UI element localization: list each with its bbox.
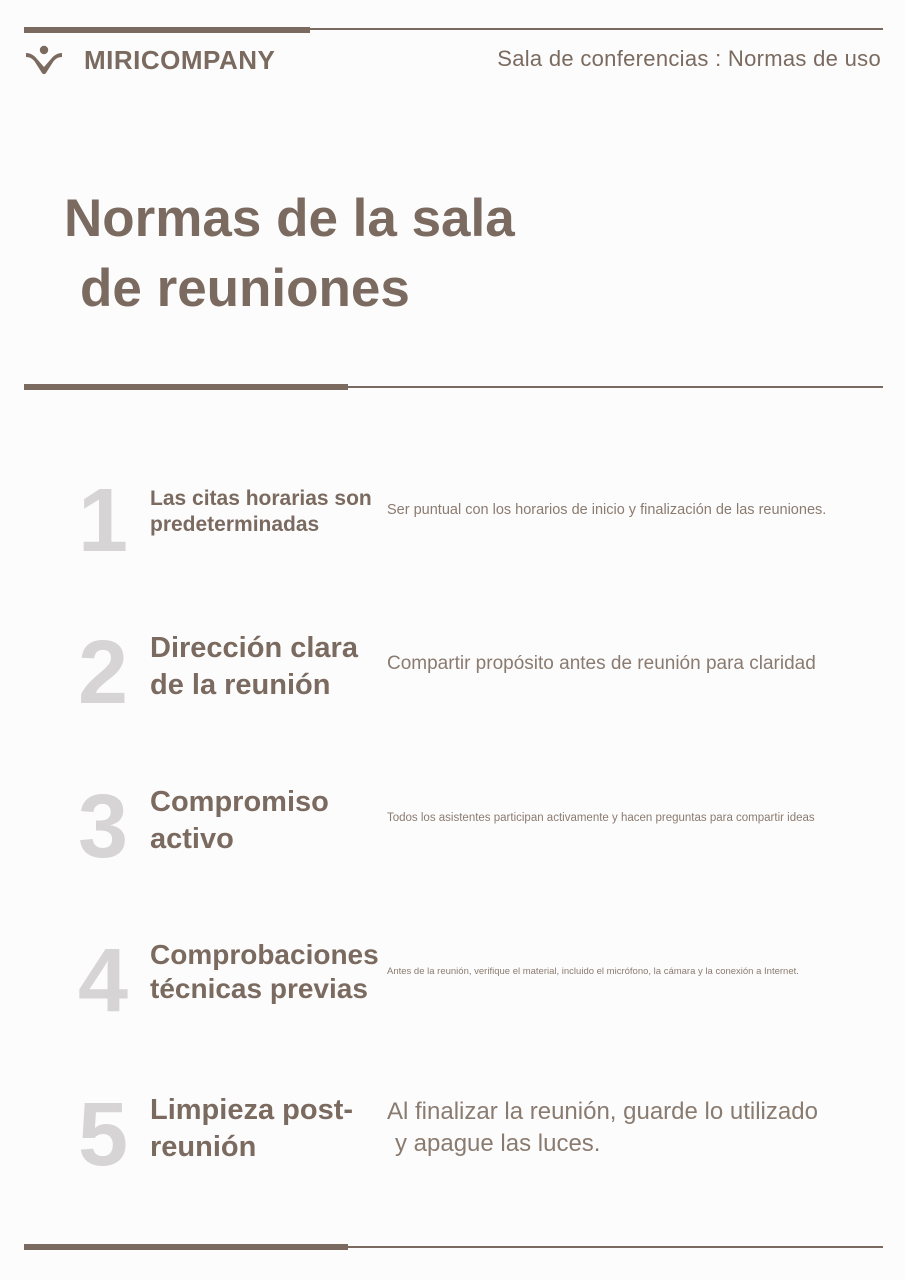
rule-number: 5 <box>77 1085 129 1185</box>
rule-description: Todos los asistentes participan activamente y hacen preguntas para compartir ideas <box>387 812 815 824</box>
rule-number: 1 <box>77 471 129 571</box>
rule-heading: Comprobaciones técnicas previas <box>150 939 379 1004</box>
rule-description-line-1: Al finalizar la reunión, guarde lo utilizado <box>387 1098 818 1125</box>
rule-description: Compartir propósito antes de reunión para claridad <box>387 653 816 674</box>
rule-description: Antes de la reunión, verifique el material, incluido el micrófono, la cámara y la conexión a Internet. <box>387 966 799 977</box>
rule-number: 2 <box>77 623 129 723</box>
brand-name: MIRICOMPANY <box>84 44 276 75</box>
page-title <box>64 184 515 324</box>
page-title-line-1: Normas de la sala <box>64 189 515 248</box>
rule-description <box>387 1096 877 1160</box>
document-header-title: Sala de conferencias : Normas de uso <box>497 46 881 71</box>
rule-number: 4 <box>77 931 129 1031</box>
rule-description-line-2: y apague las luces. <box>395 1130 601 1157</box>
rule-heading: Dirección clara de la reunión <box>150 632 358 701</box>
bottom-divider <box>24 1244 883 1250</box>
rule-description: Ser puntual con los horarios de inicio y finalización de las reuniones. <box>387 502 827 518</box>
rule-heading: Las citas horarias son predeterminadas <box>150 487 372 536</box>
rule-number: 3 <box>77 777 129 877</box>
page-title-line-2: de reuniones <box>80 259 410 318</box>
person-heart-icon <box>24 44 64 76</box>
brand-logo <box>24 44 275 76</box>
top-divider <box>24 27 883 33</box>
rule-heading: Limpieza post-reunión <box>150 1094 354 1163</box>
rule-heading: Compromiso activo <box>150 786 329 855</box>
middle-divider <box>24 384 883 390</box>
